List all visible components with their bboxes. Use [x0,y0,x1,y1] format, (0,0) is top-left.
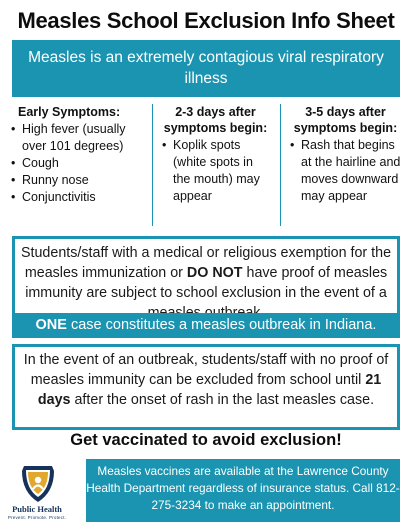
exclusion-text-start: In the event of an outbreak, students/staff with no proof of measles immunity can be excluded from school until [23,352,389,388]
mid-symptoms-heading: 2-3 days after symptoms begin: [163,105,268,135]
list-item: • Conjunctivitis [10,189,142,206]
list-item: • Runny nose [10,172,142,189]
list-item: • High fever (usually over 101 degrees) [10,121,142,155]
exemption-notice [12,236,400,323]
page-title: Measles School Exclusion Info Sheet [17,8,395,33]
late-symptoms-column [280,104,402,226]
early-symptoms-list [10,121,142,206]
exemption-text-end: have proof of measles immunity are subject to school exclusion in the event of a [25,265,388,301]
exclusion-emphasis: 21 days [37,372,382,408]
vaccine-availability-footer: Measles vaccines are available at the Lawrence County Health Department regardless of insurance status. Call 812-275-3234 to make an appointment. [86,459,400,522]
exemption-text-start: Students/staff with a medical or religious exemption for the measles immunization or [20,245,392,281]
late-symptoms-list [289,137,402,205]
early-symptoms-column [10,104,142,226]
symptoms-section [10,104,402,226]
mid-symptoms-list [161,137,270,205]
list-item: • Cough [10,155,142,172]
intro-banner: Measles is an extremely contagious viral respiratory illness [12,40,400,97]
early-symptoms-heading: Early Symptoms: [18,105,121,119]
outbreak-emphasis: ONE [35,317,67,333]
late-symptoms-heading: 3-5 days after symptoms begin: [293,105,398,135]
list-item: • Rash that begins at the hairline and moves downward may appear [289,137,402,205]
logo-label: Public Health [12,504,62,514]
exemption-emphasis: DO NOT [186,265,243,281]
mid-symptoms-column [152,104,270,226]
outbreak-definition-banner [12,313,400,338]
exclusion-text-end: after the onset of rash in the last measles case. [70,392,375,408]
exclusion-notice [12,344,400,430]
logo-tagline: Prevent. Promote. Protect. [7,515,67,520]
outbreak-text: case constitutes a measles outbreak in Indiana. [66,317,377,333]
call-to-action: Get vaccinated to avoid exclusion! [70,431,342,449]
list-item: • Koplik spots (white spots in the mouth) may appear [161,137,270,205]
